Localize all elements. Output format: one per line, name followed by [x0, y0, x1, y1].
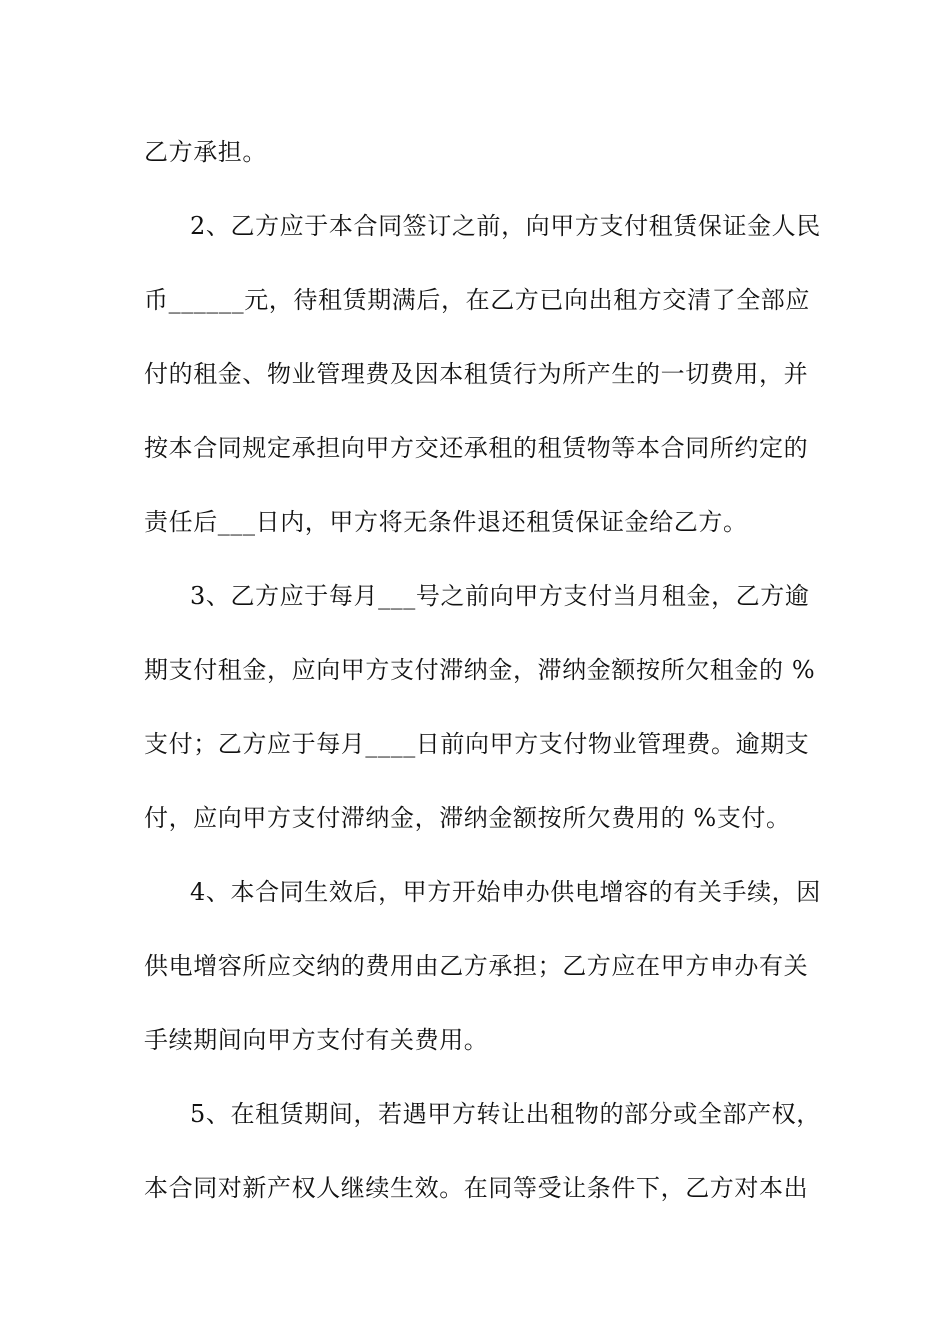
text-line: 期支付租金，应向甲方支付滞纳金，滞纳金额按所欠租金的 %	[144, 656, 816, 684]
text-line: 责任后___日内，甲方将无条件退还租赁保证金给乙方。	[144, 508, 748, 536]
text-line: 按本合同规定承担向甲方交还承租的租赁物等本合同所约定的	[144, 434, 809, 462]
text-line: 手续期间向甲方支付有关费用。	[144, 1026, 489, 1054]
text-line: 支付；乙方应于每月____日前向甲方支付物业管理费。逾期支	[144, 730, 810, 758]
text-line: 本合同对新产权人继续生效。在同等受让条件下，乙方对本出	[144, 1174, 809, 1202]
paragraph-4-line-1: 4、本合同生效后，甲方开始申办供电增容的有关手续，因	[190, 878, 821, 906]
text-line: 付，应向甲方支付滞纳金，滞纳金额按所欠费用的 %支付。	[144, 804, 791, 832]
text-line: 乙方承担。	[144, 138, 267, 166]
text-line: 币______元，待租赁期满后，在乙方已向出租方交清了全部应	[144, 286, 810, 314]
text-line: 付的租金、物业管理费及因本租赁行为所产生的一切费用，并	[144, 360, 809, 388]
paragraph-2-line-1: 2、乙方应于本合同签订之前，向甲方支付租赁保证金人民	[190, 212, 821, 240]
text-line: 供电增容所应交纳的费用由乙方承担；乙方应在甲方申办有关	[144, 952, 809, 980]
paragraph-5-line-1: 5、在租赁期间，若遇甲方转让出租物的部分或全部产权，	[190, 1100, 821, 1128]
paragraph-3-line-1: 3、乙方应于每月___号之前向甲方支付当月租金，乙方逾	[190, 582, 810, 610]
